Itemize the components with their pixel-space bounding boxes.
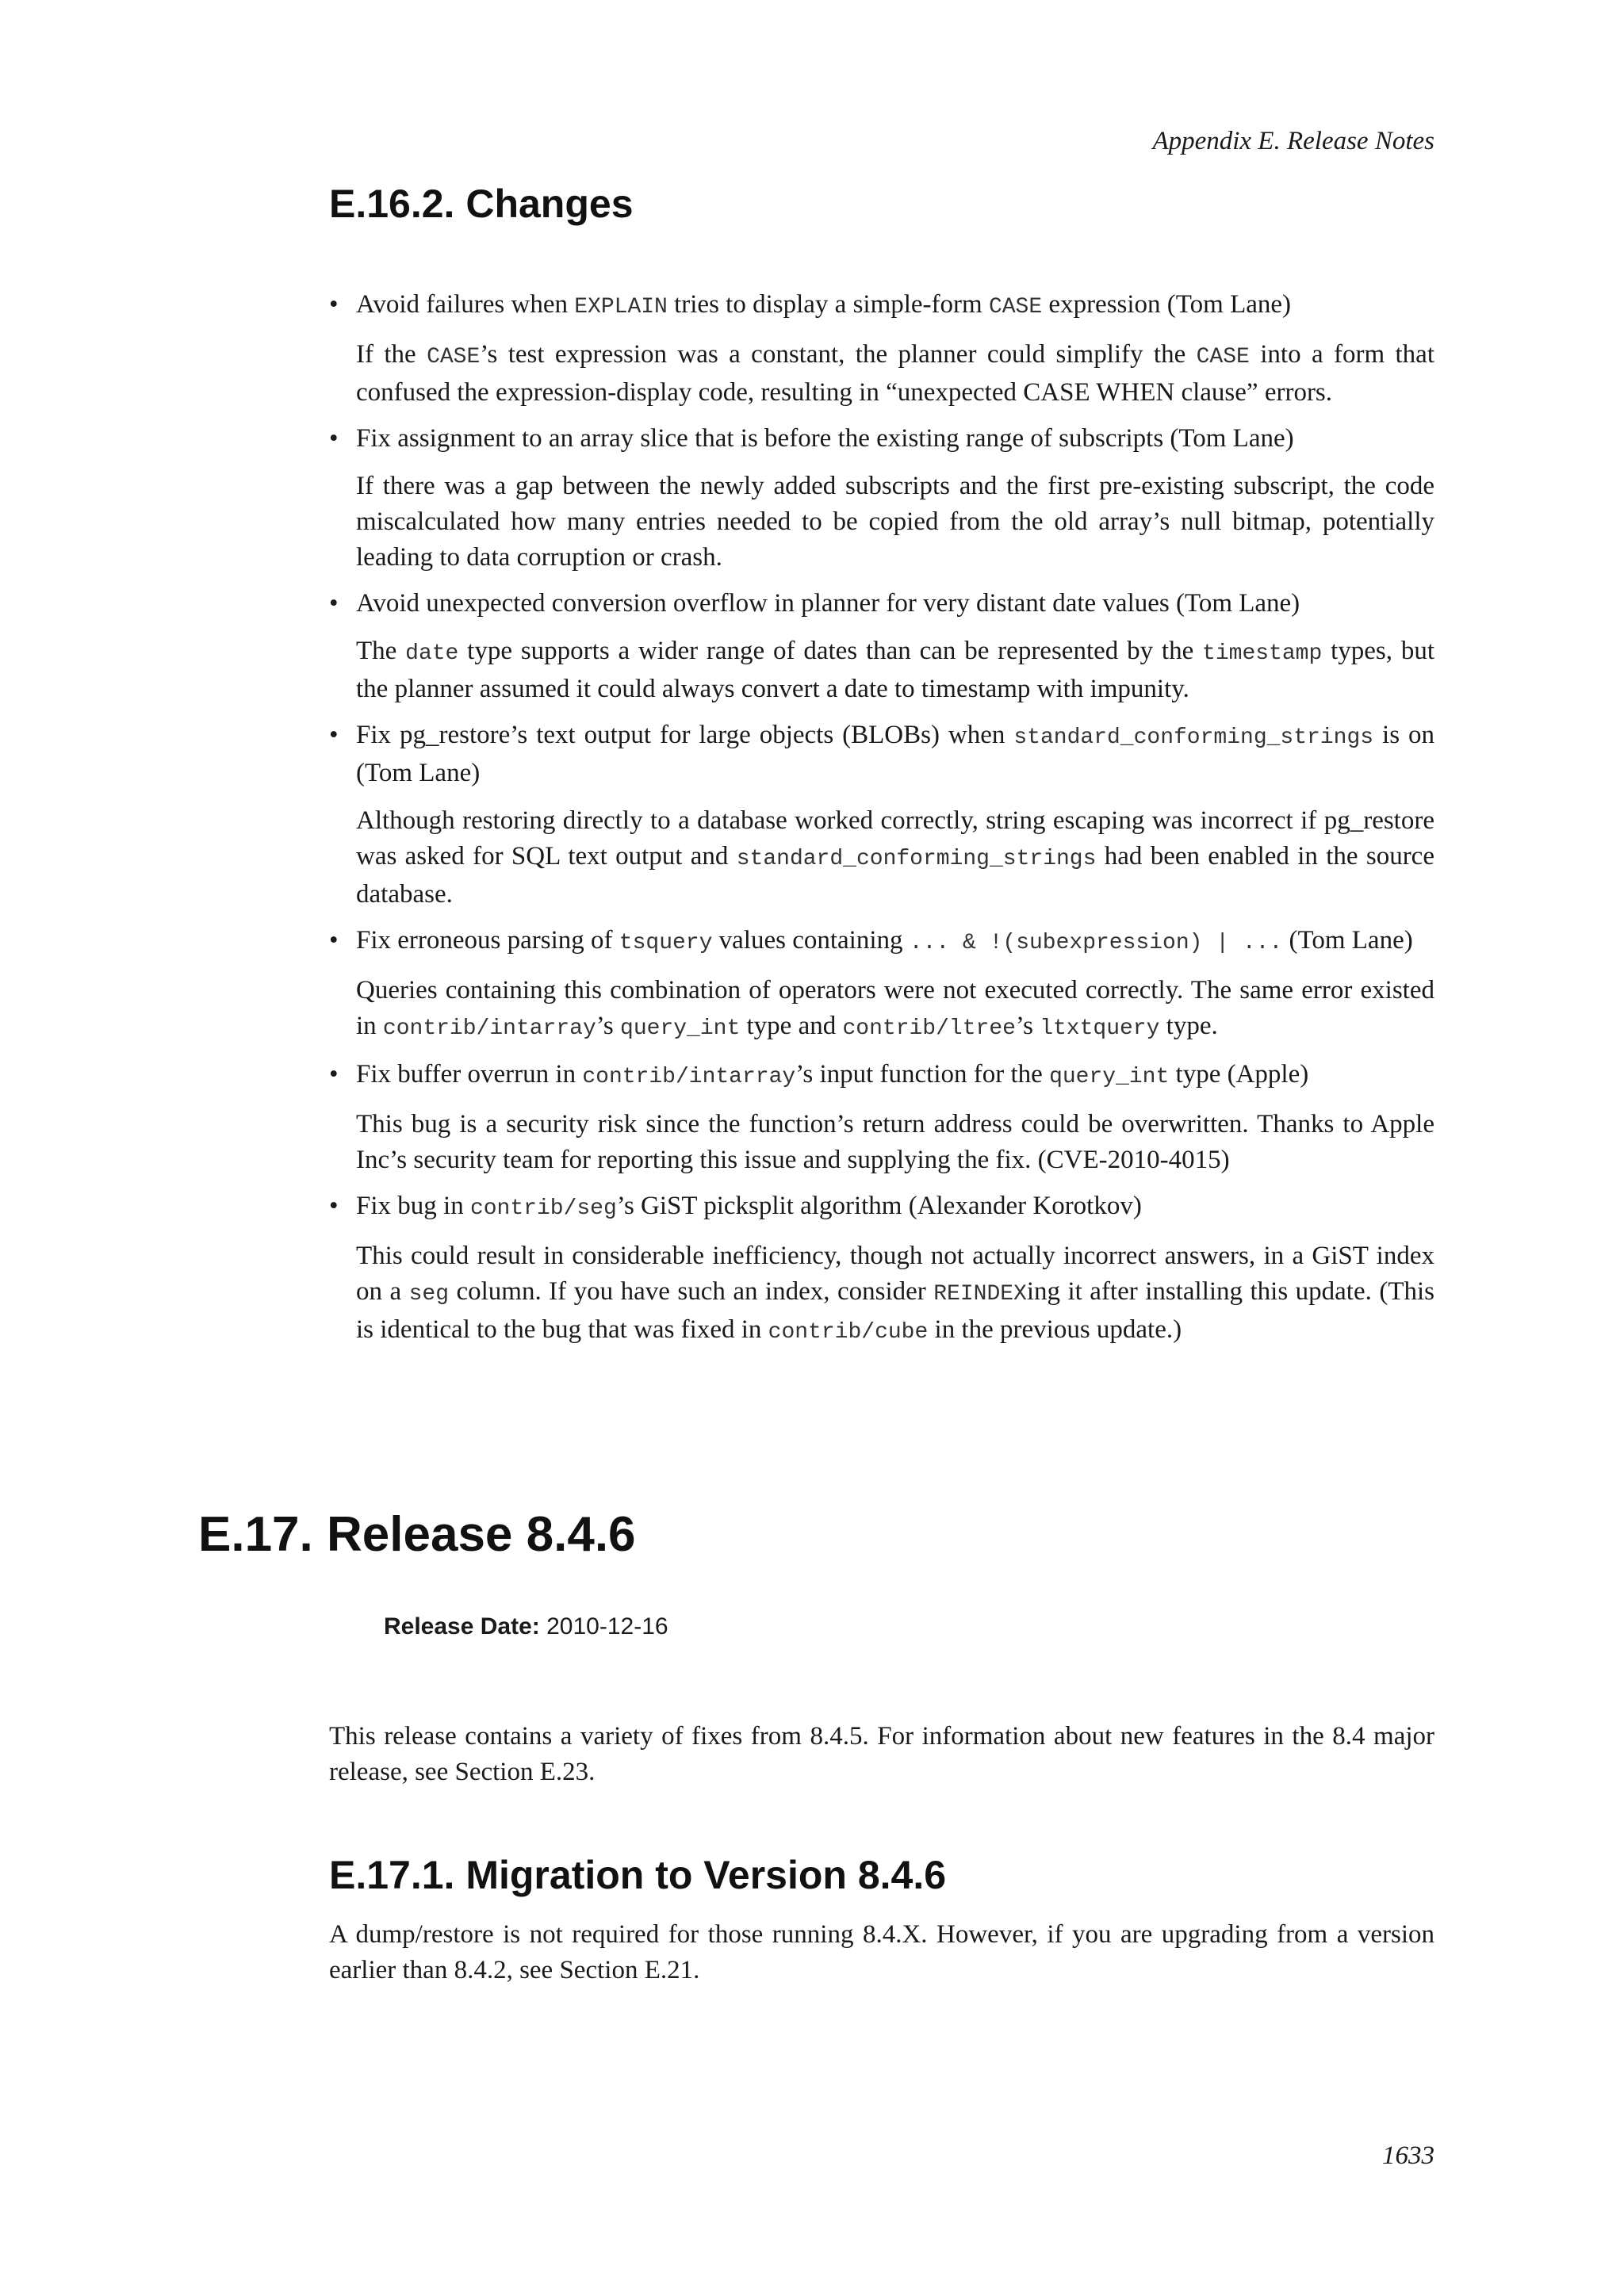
item-summary: Fix bug in contrib/seg’s GiST picksplit algorithm (Alexander Korotkov)	[356, 1192, 1142, 1221]
release-intro: This release contains a variety of fixes from 8.4.5. For information about new features in the 8.4 major release, see Section E.23.	[329, 1722, 1434, 1786]
item-detail: If the CASE’s test expression was a constant, the planner could simplify the CASE into a form that confused the expression-display code, resulting in “unexpected CASE WHEN clause” errors.	[356, 340, 1435, 407]
page-number: 1633	[1382, 2141, 1434, 2170]
running-header: Appendix E. Release Notes	[1152, 127, 1434, 155]
bullet: •	[329, 926, 339, 955]
item-summary: Fix buffer overrun in contrib/intarray’s input function for the query_int type (Apple)	[356, 1060, 1309, 1089]
list-item	[329, 421, 1434, 576]
item-summary: Fix erroneous parsing of tsquery values containing ... & !(subexpression) | ... (Tom Lane)	[356, 926, 1413, 955]
list-item	[329, 1057, 1434, 1178]
release-date-label: Release Date:	[384, 1613, 540, 1640]
bullet: •	[329, 424, 339, 453]
list-item	[329, 1188, 1434, 1350]
item-detail: This could result in considerable inefficiency, though not actually incorrect answers, in a GiST index on a seg column. If you have such an index, consider REINDEXing it after installing this update. (This is identical to the bug that was fixed in contrib/cube in the previous update.)	[356, 1242, 1434, 1345]
bullet: •	[329, 589, 339, 618]
list-item	[329, 586, 1434, 707]
release-date-value: 2010-12-16	[546, 1613, 668, 1640]
chapter-heading-release: E.17. Release 8.4.6	[198, 1507, 636, 1562]
changes-list	[329, 287, 1434, 1360]
item-detail: The date type supports a wider range of dates than can be represented by the timestamp types, but the planner assumed it could always convert a date to timestamp with impunity.	[356, 637, 1435, 703]
section-heading-migration: E.17.1. Migration to Version 8.4.6	[329, 1853, 947, 1897]
list-item	[329, 718, 1434, 913]
bullet: •	[329, 1060, 339, 1089]
item-summary: Avoid failures when EXPLAIN tries to display a simple-form CASE expression (Tom Lane)	[356, 290, 1292, 320]
item-detail: If there was a gap between the newly added subscripts and the first pre-existing subscript, the code miscalculated how many entries needed to be copied from the old array’s null bitmap, potentially leading to data corruption or crash.	[356, 472, 1434, 572]
migration-text: A dump/restore is not required for those running 8.4.X. However, if you are upgrading from a version earlier than 8.4.2, see Section E.21.	[329, 1920, 1434, 1984]
list-item	[329, 287, 1434, 411]
item-detail: Although restoring directly to a database worked correctly, string escaping was incorrect if pg_restore was asked for SQL text output and standard_conforming_strings had been enabled in the source database.	[356, 806, 1434, 909]
section-heading-changes: E.16.2. Changes	[329, 182, 634, 226]
item-summary: Fix pg_restore’s text output for large objects (BLOBs) when standard_conforming_strings is on (Tom Lane)	[356, 721, 1434, 787]
bullet: •	[329, 721, 339, 749]
item-summary: Avoid unexpected conversion overflow in planner for very distant date values (Tom Lane)	[356, 589, 1300, 618]
item-summary: Fix assignment to an array slice that is before the existing range of subscripts (Tom Lane)	[356, 424, 1294, 453]
release-date	[384, 1613, 668, 1640]
bullet: •	[329, 1192, 339, 1220]
item-detail: Queries containing this combination of operators were not executed correctly. The same error existed in contrib/intarray’s query_int type and contrib/ltree’s ltxtquery type.	[356, 976, 1434, 1041]
item-detail: This bug is a security risk since the function’s return address could be overwritten. Thanks to Apple Inc’s security team for reporting this issue and supplying the fix. (CVE-2010-4015)	[356, 1110, 1434, 1174]
bullet: •	[329, 290, 339, 319]
list-item	[329, 923, 1434, 1047]
